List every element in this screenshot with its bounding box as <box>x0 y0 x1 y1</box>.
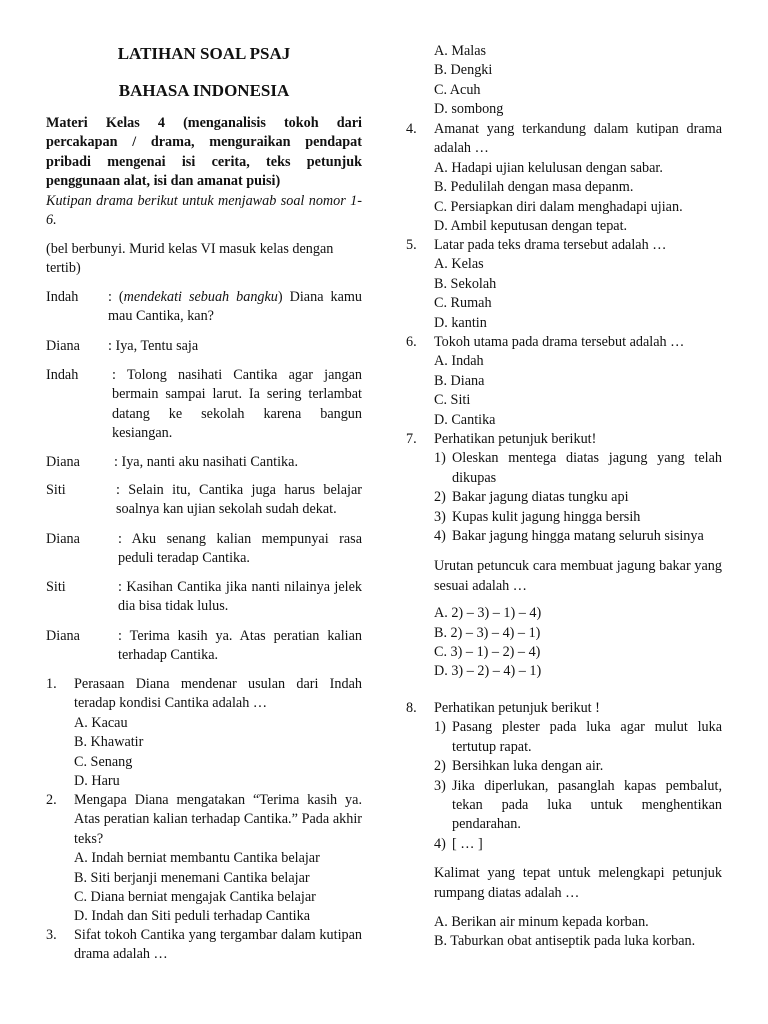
question-7 <box>406 430 722 682</box>
dialog-speaker: Diana <box>46 454 80 470</box>
dialog-text: : Selain itu, Cantika juga harus belajar soalnya kan ujian sekolah sudah dekat. <box>116 482 362 518</box>
dialog-line <box>46 530 362 569</box>
question-number: 6. <box>406 334 417 350</box>
dialog-speaker: Diana <box>46 628 80 644</box>
question-text: Perhatikan petunjuk berikut! <box>434 431 597 447</box>
step-text: Bakar jagung hingga matang seluruh sisinya <box>452 528 704 545</box>
option-a[interactable]: A. Kacau <box>74 714 128 731</box>
question-number: 3. <box>46 927 57 943</box>
step-text: Bersihkan luka dengan air. <box>452 758 604 775</box>
question-text: Amanat yang terkandung dalam kutipan drama adalah … <box>434 121 722 157</box>
option-a[interactable]: A. Malas <box>434 43 487 59</box>
option-d[interactable]: D. Indah dan Siti peduli terhadap Cantika <box>74 908 311 925</box>
step-item <box>434 835 722 854</box>
option-a[interactable]: A. Indah berniat membantu Cantika belajar <box>74 850 320 867</box>
question-1 <box>46 675 362 791</box>
option-d[interactable]: D. 3) – 2) – 4) – 1) <box>434 663 542 680</box>
question-number: 4. <box>406 121 417 137</box>
materi-text: Materi Kelas 4 (menganalisis tokoh dari percakapan / drama, menguraikan pendapat pribadi mengenai isi cerita, teks petunjuk penggunaan alat, isi dan amanat puisi) <box>46 115 362 190</box>
option-c[interactable]: C. Senang <box>74 753 133 770</box>
option-c[interactable]: C. Acuh <box>434 81 481 98</box>
dialog-speaker: Diana <box>46 531 80 547</box>
dialog-line <box>46 288 362 327</box>
option-b[interactable]: B. Sekolah <box>434 275 497 292</box>
step-item <box>434 777 722 835</box>
question-number: 8. <box>406 700 417 716</box>
step-number: 4) <box>434 528 446 545</box>
dialog-line <box>46 481 362 520</box>
question-3-options <box>406 42 722 120</box>
dialog-text-pre: : ( <box>108 289 124 305</box>
page-subtitle: BAHASA INDONESIA <box>118 81 290 100</box>
question-number: 7. <box>406 431 417 447</box>
stage-direction: (bel berbunyi. Murid kelas VI masuk kelas dengan tertib) <box>46 241 334 277</box>
step-number: 2) <box>434 489 446 506</box>
step-number: 3) <box>434 777 446 794</box>
dialog-line <box>46 627 362 666</box>
step-text: Pasang plester pada luka agar mulut luka tertutup rapat. <box>452 719 722 755</box>
step-number: 4) <box>434 835 446 852</box>
step-item <box>434 757 722 776</box>
question-text: Perhatikan petunjuk berikut ! <box>434 700 600 716</box>
step-number: 1) <box>434 450 446 467</box>
kutipan-instruction: Kutipan drama berikut untuk menjawab soal nomor 1-6. <box>46 193 362 229</box>
question-prompt: Kalimat yang tepat untuk melengkapi petunjuk rumpang diatas adalah … <box>434 865 722 901</box>
option-a[interactable]: A. Hadapi ujian kelulusan dengan sabar. <box>434 159 663 176</box>
question-number: 1. <box>46 676 57 692</box>
dialog-speaker: Siti <box>46 579 66 595</box>
dialog-text-post: ) Diana kamu mau Cantika, kan? <box>108 289 363 325</box>
option-c[interactable]: C. Diana berniat mengajak Cantika belajar <box>74 889 316 906</box>
option-b[interactable]: B. Siti berjanji menemani Cantika belajar <box>74 869 310 886</box>
question-2 <box>46 791 362 927</box>
dialog-line <box>46 366 362 444</box>
dialog-speaker: Siti <box>46 482 66 498</box>
question-number: 2. <box>46 792 57 808</box>
dialog-line <box>46 337 362 356</box>
instruction-steps <box>434 449 722 546</box>
step-text: Kupas kulit jagung hingga bersih <box>452 508 641 525</box>
dialog-text <box>108 288 362 327</box>
dialog-speaker: Indah <box>46 367 79 383</box>
option-a[interactable]: A. Indah <box>434 353 484 370</box>
option-b[interactable]: B. Diana <box>434 372 485 389</box>
option-d[interactable]: D. Haru <box>74 773 120 790</box>
question-3 <box>46 926 362 965</box>
step-text: Jika diperlukan, pasanglah kapas pembalut, tekan pada luka untuk menghentikan pendarahan. <box>452 777 722 833</box>
dialog-speaker: Indah <box>46 289 79 305</box>
step-text: Oleskan mentega diatas jagung yang telah dikupas <box>452 450 722 486</box>
option-d[interactable]: D. Ambil keputusan dengan tepat. <box>434 218 628 235</box>
dialog-text: : Kasihan Cantika jika nanti nilainya jelek dia bisa tidak lulus. <box>118 579 362 615</box>
question-4 <box>406 120 722 236</box>
step-number: 3) <box>434 508 446 525</box>
question-text: Tokoh utama pada drama tersebut adalah … <box>434 334 685 350</box>
option-c[interactable]: C. Persiapkan diri dalam menghadapi ujian. <box>434 198 683 215</box>
step-number: 2) <box>434 758 446 775</box>
step-item <box>434 527 722 546</box>
dialog-text: : Iya, nanti aku nasihati Cantika. <box>114 454 298 470</box>
question-6 <box>406 333 722 430</box>
dialog-text: : Tolong nasihati Cantika agar jangan bermain sampai larut. Ia sering terlambat datang ke sekolah karena bangun kesiangan. <box>112 367 362 442</box>
option-a[interactable]: A. 2) – 3) – 1) – 4) <box>434 605 542 622</box>
page-title: LATIHAN SOAL PSAJ <box>117 44 291 63</box>
step-item <box>434 508 722 527</box>
option-c[interactable]: C. 3) – 1) – 2) – 4) <box>434 644 541 661</box>
option-d[interactable]: D. kantin <box>434 314 487 331</box>
question-text: Sifat tokoh Cantika yang tergambar dalam kutipan drama adalah … <box>74 927 362 963</box>
option-b[interactable]: B. Dengki <box>434 62 493 79</box>
step-item <box>434 449 722 488</box>
option-d[interactable]: D. Cantika <box>434 411 496 428</box>
question-prompt: Urutan petuncuk cara membuat jagung bakar yang sesuai adalah … <box>434 558 722 594</box>
dialog-text: : Iya, Tentu saja <box>108 338 199 354</box>
question-text: Latar pada teks drama tersebut adalah … <box>434 237 667 253</box>
question-8 <box>406 699 722 952</box>
option-b[interactable]: B. Pedulilah dengan masa depanm. <box>434 179 634 196</box>
dialog-line <box>46 453 362 472</box>
option-c[interactable]: C. Rumah <box>434 295 492 312</box>
step-number: 1) <box>434 719 446 736</box>
dialog-text: : Aku senang kalian mempunyai rasa peduli teradap Cantika. <box>118 531 362 567</box>
option-b[interactable]: B. Khawatir <box>74 734 144 751</box>
option-a[interactable]: A. Kelas <box>434 256 484 273</box>
option-b[interactable]: B. Taburkan obat antiseptik pada luka korban. <box>434 933 696 950</box>
instruction-steps <box>434 718 722 854</box>
step-item <box>434 718 722 757</box>
dialog-line <box>46 578 362 617</box>
option-b[interactable]: B. 2) – 3) – 4) – 1) <box>434 624 541 641</box>
step-item <box>434 488 722 507</box>
step-text: [ … ] <box>452 835 483 852</box>
dialog-text-italic: mendekati sebuah bangku <box>123 289 278 305</box>
question-5 <box>406 236 722 333</box>
option-c[interactable]: C. Siti <box>434 392 471 409</box>
question-text: Perasaan Diana mendenar usulan dari Indah teradap kondisi Cantika adalah … <box>74 676 362 712</box>
question-number: 5. <box>406 237 417 253</box>
step-text: Bakar jagung diatas tungku api <box>452 489 629 506</box>
option-d[interactable]: D. sombong <box>434 101 504 118</box>
question-text: Mengapa Diana mengatakan “Terima kasih ya. Atas peratian kalian terhadap Cantika.” Pada akhir teks? <box>74 792 362 847</box>
dialog-text: : Terima kasih ya. Atas peratian kalian terhadap Cantika. <box>118 628 362 664</box>
dialog-speaker: Diana <box>46 338 80 354</box>
option-a[interactable]: A. Berikan air minum kepada korban. <box>434 914 649 931</box>
